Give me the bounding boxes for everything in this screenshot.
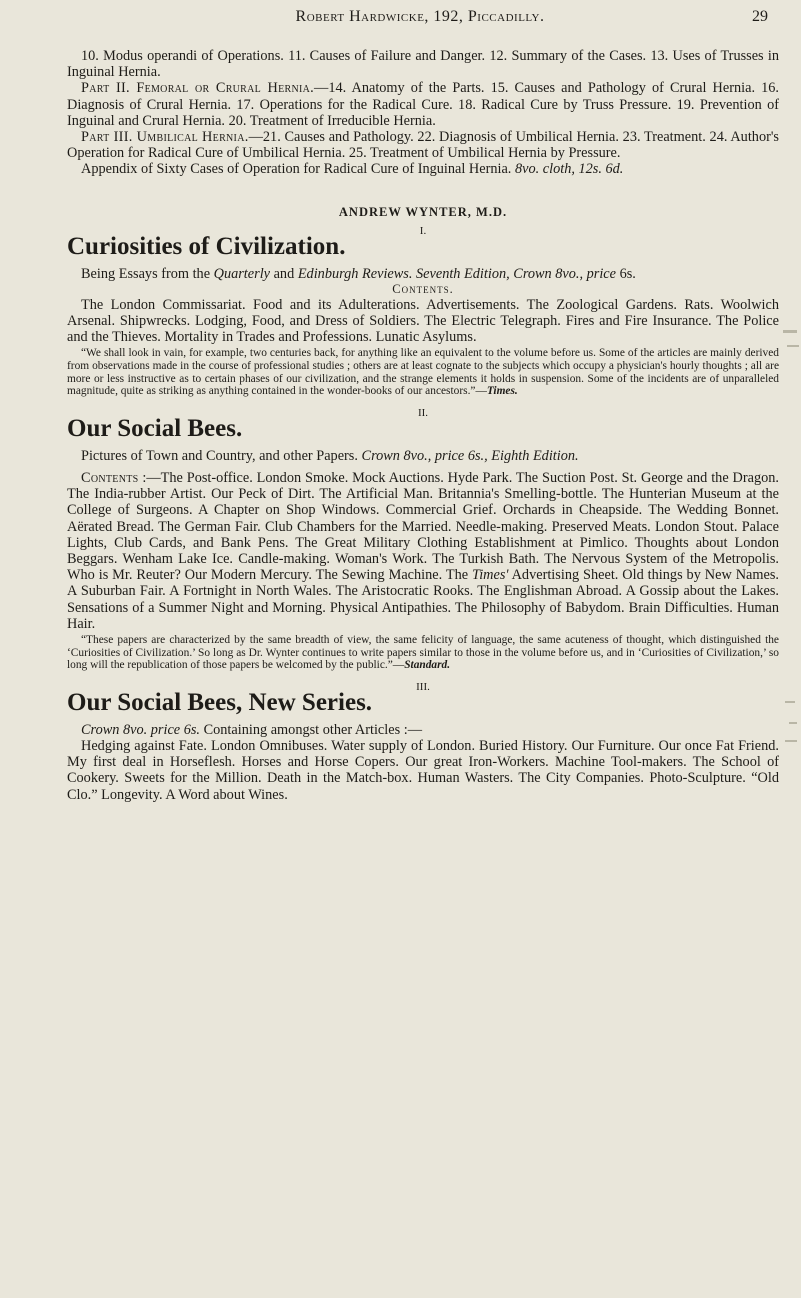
running-head <box>60 8 780 30</box>
book1-contents-heading: Contents. <box>392 281 454 296</box>
hernia-appendix: Appendix of Sixty Cases of Operation for Radical Cure of Inguinal Hernia. 8vo. cloth, 12s. 6d. <box>81 161 624 178</box>
running-title: Robert Hardwicke, 192, Piccadilly. <box>295 8 545 25</box>
hernia-contents-continuation: 10. Modus operandi of Operations. 11. Causes of Failure and Danger. 12. Summary of the Cases. 13. Uses of Trusses in Inguinal Hernia. <box>67 48 779 81</box>
book1-subtitle: Being Essays from the Quarterly and Edinburgh Reviews. Seventh Edition, Crown 8vo., price 6s. <box>81 265 636 282</box>
book-numeral-3: III. <box>416 680 430 693</box>
hernia-part-3: Part III. Umbilical Hernia.—21. Causes and Pathology. 22. Diagnosis of Umbilical Hernia. 23. Treatment. 24. Author's Operation for Radical Cure of Umbilical Hernia. 25. Treatment of Umbilical Hernia by Pressure. <box>67 129 779 162</box>
book2-subtitle: Pictures of Town and Country, and other Papers. Crown 8vo., price 6s., Eighth Edition. <box>81 447 579 464</box>
hernia-part-2: Part II. Femoral or Crural Hernia.—14. Anatomy of the Parts. 15. Causes and Pathology of Crural Hernia. 16. Diagnosis of Crural Hernia. 17. Operations for the Radical Cure. 18. Radical Cure by Truss Pressure. 19. Prevention of Inguinal and Crural Hernia. 20. Treatment of Irreducible Hernia. <box>67 80 779 129</box>
book-title-our-social-bees: Our Social Bees. <box>67 414 243 442</box>
text-column <box>67 48 779 803</box>
page-edge-marks <box>781 330 801 1230</box>
book3-contents: Hedging against Fate. London Omnibuses. Water supply of London. Buried History. Our Furniture. Our once Fat Friend. My first deal in Horseflesh. Horses and Horse Copers. Our great Iron-Workers. Machine Tool-makers. The School of Cookery. Sweets for the Million. Death in the Match-box. Human Wasters. The City Companies. Photo-Sculpture. “Old Clo.” Longevity. A Word about Wines. <box>67 738 779 803</box>
author-heading: ANDREW WYNTER, M.D. <box>338 204 508 219</box>
book-numeral-2: II. <box>417 406 429 419</box>
book-title-new-series: Our Social Bees, New Series. <box>67 688 373 716</box>
book1-review: “We shall look in vain, for example, two centuries back, for anything like an equivalent to the volume before us. Some of the articles are mainly derived from observations made in the course of professional studies ; others are at least cognate to the subjects which occupy a physician's hourly thoughts ; all are more or less instructive as to certain phases of our civilization, and the strange elements it holds in suspension. Some of the incidents are of unparalleled magnitude, quite as striking as anything contained in the wonder-books of our ancestors.”—Times. <box>67 347 779 398</box>
book3-subtitle: Crown 8vo. price 6s. Containing amongst other Articles :— <box>81 721 422 738</box>
book2-contents: Contents :—The Post-office. London Smoke. Mock Auctions. Hyde Park. The Suction Post. St. George and the Dragon. The India-rubber Artist. Our Peck of Dirt. The Artificial Man. Britannia's Smelling-bottle. The Hunterian Museum at the College of Surgeons. A Chapter on Shop Windows. Commercial Grief. Orchards in Cheapside. The Wedding Bonnet. Aërated Bread. The German Fair. Club Chambers for the Married. Needle-making. Preserved Meats. London Stout. Palace Lights, Club Cards, and Bank Pens. The Great Military Clothing Establishment at Pimlico. Thoughts about London Beggars. Wenham Lake Ice. Candle-making. Woman's Work. The Turkish Bath. The Nervous System of the Metropolis. Who is Mr. Reuter? Our Modern Mercury. The Sewing Machine. The Times' Advertising Sheet. Old things by New Names. A Suburban Fair. A Fortnight in North Wales. The Aristocratic Rooks. The Englishman Abroad. A Gossip about the Lakes. Sensations of a Summer Night and Morning. Physical Antipathies. The Philosophy of Babydom. Brain Difficulties. Human Hair. <box>67 470 779 632</box>
book-numeral-1: I. <box>419 224 427 237</box>
book1-contents: The London Commissariat. Food and its Adulterations. Advertisements. The Zoological Gardens. Rats. Woolwich Arsenal. Shipwrecks. Lodging, Food, and Dress of Soldiers. The Electric Telegraph. Fires and Fire Insurance. The Police and the Thieves. Mortality in Trades and Professions. Lunatic Asylums. <box>67 296 779 346</box>
book-title-curiosities: Curiosities of Civilization. <box>67 232 346 260</box>
page-number: 29 <box>752 8 768 25</box>
book2-review: “These papers are characterized by the same breadth of view, the same felicity of language, the same acuteness of thought, which distinguished the ‘Curiosities of Civilization.’ So long as Dr. Wynter continues to write papers similar to those in the volume before us, and in ‘Curiosities of Civilization,’ so long will the republication of those papers be welcomed by the public.”—Standard. <box>67 634 779 672</box>
